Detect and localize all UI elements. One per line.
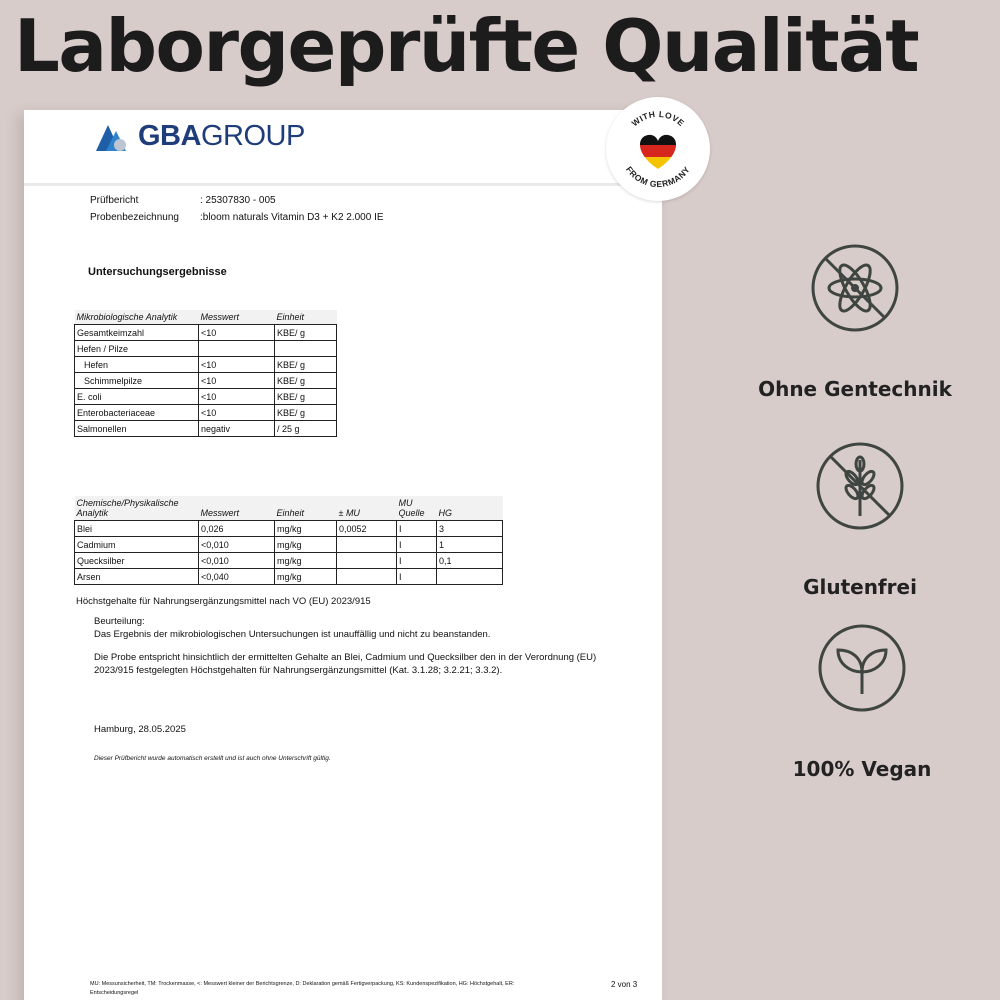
german-flag-heart-icon	[634, 133, 682, 171]
column-header: Mikrobiologische Analytik	[75, 310, 199, 325]
footnote: MU: Messunsicherheit, TM: Trockenmasse, <: Messwert kleiner der Berichtsgrenze, D: Deklaration gemäß Fertigverpackung, KS: Kundenspezifikation, HG: Höchstgehalt, ER: Entscheidungsregel	[90, 981, 515, 996]
assessment-text: Das Ergebnis der mikrobiologischen Untersuchungen ist unauffällig und nicht zu beanstanden.	[94, 629, 491, 640]
logo-text: GBAGROUP	[138, 120, 305, 152]
meta-label: Probenbezeichnung	[90, 212, 179, 223]
column-header: MU Quelle	[397, 496, 437, 521]
table-row: Schimmelpilze <10 KBE/ g	[75, 373, 337, 389]
leaves-icon	[812, 618, 912, 718]
column-header: ± MU	[337, 496, 397, 521]
meta-value: :bloom naturals Vitamin D3 + K2 2.000 IE	[200, 212, 384, 223]
feature-label: Ohne Gentechnik	[758, 377, 952, 401]
table-row: Enterobacteriaceae <10 KBE/ g	[75, 405, 337, 421]
meta-row	[90, 192, 384, 209]
headline: Laborgeprüfte Qualität	[14, 4, 919, 88]
gba-logo-icon	[94, 121, 132, 153]
table-row: Cadmium <0,010 mg/kg I 1	[75, 537, 503, 553]
no-atom-icon	[805, 238, 905, 338]
report-meta	[90, 192, 384, 226]
feature-ohne-gentechnik	[745, 238, 965, 401]
column-header: Chemische/Physikalische Analytik	[75, 496, 199, 521]
column-header: HG	[437, 496, 503, 521]
badge-artwork	[606, 97, 710, 201]
meta-row	[90, 209, 384, 226]
table-row: Blei 0,026 mg/kg 0,0052 I 3	[75, 521, 503, 537]
column-header: Einheit	[275, 310, 337, 325]
table-row: Arsen <0,040 mg/kg I	[75, 569, 503, 585]
table-row: Hefen <10 KBE/ g	[75, 357, 337, 373]
section-title: Untersuchungsergebnisse	[88, 266, 227, 278]
chemistry-table	[74, 496, 503, 585]
auto-generated-note: Dieser Prüfbericht wurde automatisch erstellt und ist auch ohne Unterschrift gültig.	[94, 755, 331, 762]
made-in-germany-badge	[606, 97, 710, 201]
no-wheat-icon	[810, 436, 910, 536]
feature-label: 100% Vegan	[792, 757, 932, 781]
assessment-label: Beurteilung:	[94, 616, 145, 627]
feature-glutenfrei	[750, 436, 970, 599]
place-date: Hamburg, 28.05.2025	[94, 724, 186, 735]
meta-value: : 25307830 - 005	[200, 195, 276, 206]
badge-top-text: WITH LOVE	[629, 108, 687, 129]
feature-vegan	[752, 618, 972, 781]
feature-label: Glutenfrei	[803, 575, 917, 599]
gba-group-logo	[94, 120, 305, 153]
norm-note: Höchstgehalte für Nahrungsergänzungsmittel nach VO (EU) 2023/915	[76, 596, 371, 607]
table-row: Quecksilber <0,010 mg/kg I 0,1	[75, 553, 503, 569]
assessment-text: Die Probe entspricht hinsichtlich der ermittelten Gehalte an Blei, Cadmium und Quecksilber den in der Verordnung (EU) 2023/915 festgelegten Höchstgehalten für Nahrungsergänzungsmittel (Kat. 3.1.28; 3.2.21; 3.3.2).	[94, 652, 597, 676]
column-header: Messwert	[199, 496, 275, 521]
lab-report-document	[24, 110, 662, 1000]
meta-label: Prüfbericht	[90, 195, 139, 206]
microbiology-table	[74, 310, 337, 437]
column-header: Einheit	[275, 496, 337, 521]
table-row: Gesamtkeimzahl <10 KBE/ g	[75, 325, 337, 341]
table-row: Hefen / Pilze	[75, 341, 337, 357]
assessment	[94, 615, 614, 687]
badge-bottom-text: FROM GERMANY	[624, 164, 692, 190]
table-row: E. coli <10 KBE/ g	[75, 389, 337, 405]
column-header: Messwert	[199, 310, 275, 325]
report-header	[24, 110, 662, 186]
table-row: Salmonellen negativ / 25 g	[75, 421, 337, 437]
svg-text:WITH LOVE	[630, 109, 687, 128]
page-number: 2 von 3	[611, 980, 638, 989]
